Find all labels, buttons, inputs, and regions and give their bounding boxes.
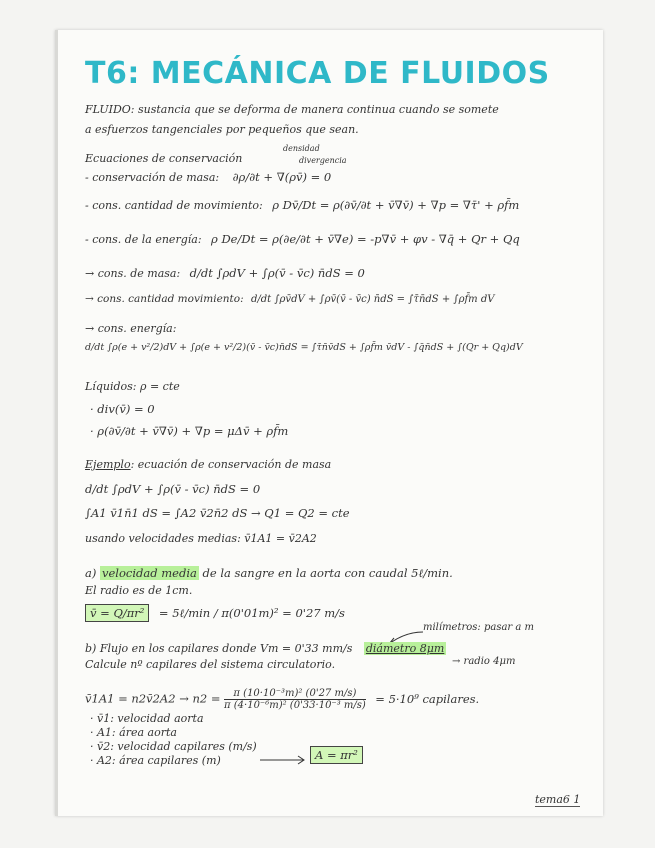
definition-line-2: a esfuerzos tangenciales por pequeños que sean. [85, 123, 359, 136]
part-a-calc [85, 606, 345, 620]
integral-mass-label: → cons. de masa: [85, 267, 181, 280]
liquids-eq-1: · div(v̄) = 0 [90, 402, 155, 416]
area-formula-box: A = πr² [310, 746, 363, 764]
part-b-equation-left: v̄1A1 = n2v̄2A2 → n2 = [85, 691, 221, 706]
part-a-label: a) [85, 566, 97, 580]
part-b-text: Flujo en los capilares donde Vm = 0'33 mm/s [99, 642, 353, 655]
liquids-eq-2: · ρ(∂v̄/∂t + v̄∇v̄) + ∇p = μΔv̄ + ρf̄m [90, 424, 289, 438]
energy-label: - cons. de la energía: [85, 233, 202, 246]
radius-note: → radio 4μm [452, 656, 516, 667]
momentum-line [85, 198, 519, 212]
mass-equation: ∂ρ/∂t + ∇(ρv̄) = 0 [232, 170, 332, 184]
annotation-density: densidad [283, 144, 320, 153]
part-a-text: de la sangre en la aorta con caudal 5ℓ/min. [202, 566, 453, 580]
integral-energy-equation: d/dt ∫ρ(e + v²/2)dV + ∫ρ(e + v²/2)(v̄ - v̄c)n̄dS = ∫τ̄n̄v̄dS + ∫ρf̄m v̄dV - ∫q̄n̄dS + ∫(Qr + Qq)dV [85, 342, 523, 353]
example-heading-rest: : ecuación de conservación de masa [130, 458, 332, 471]
integral-mass-line [85, 266, 365, 280]
diameter-note: diámetro 8μm [365, 642, 445, 655]
part-b-label: b) [85, 642, 97, 655]
mass-label: - conservación de masa: [85, 171, 220, 184]
legend-arrow-icon [258, 755, 308, 765]
part-a-highlight: velocidad media [102, 566, 197, 580]
velocity-formula-box: v̄ = Q/πr² [85, 604, 149, 622]
conservation-heading: Ecuaciones de conservación [85, 152, 243, 165]
fraction-denominator: π (4·10⁻⁶m)² (0'33·10⁻³ m/s) [224, 700, 366, 711]
integral-momentum-line [85, 293, 494, 305]
integral-momentum-equation: d/dt ∫ρv̄dV + ∫ρv̄(v̄ - v̄c) n̄dS = ∫τ̄n̄dS + ∫ρf̄m dV [250, 294, 495, 305]
page-title: T6: MECÁNICA DE FLUIDOS [85, 56, 550, 91]
page-edge [55, 30, 58, 816]
annotation-millimeters: milímetros: pasar a m [423, 622, 535, 633]
capillaries-fraction [224, 688, 366, 711]
momentum-equation: ρ Dv̄/Dt = ρ(∂v̄/∂t + v̄∇v̄) + ∇p = ∇τ̄' + ρf̄m [272, 198, 520, 212]
momentum-label: - cons. cantidad de movimiento: [85, 199, 263, 212]
fraction-numerator: π (10·10⁻³m)² (0'27 m/s) [224, 688, 366, 700]
integral-mass-equation: d/dt ∫ρdV + ∫ρ(v̄ - v̄c) n̄dS = 0 [189, 266, 365, 280]
example-heading [85, 458, 331, 471]
example-eq-3: usando velocidades medias: v̄1A1 = v̄2A2 [85, 532, 317, 545]
part-a-result: = 5ℓ/min / π(0'01m)² = 0'27 m/s [158, 606, 345, 620]
energy-equation: ρ De/Dt = ρ(∂e/∂t + v̄∇e) = -p∇v̄ + φv - ∇q̄ + Qr + Qq [211, 232, 520, 246]
integral-energy-label: → cons. energía: [85, 322, 177, 335]
legend-a1: · A1: área aorta [90, 726, 177, 739]
part-b-result: = 5·10⁹ capilares. [375, 691, 480, 706]
integral-momentum-label: → cons. cantidad movimiento: [85, 293, 244, 305]
legend-v2: · v̄2: velocidad capilares (m/s) [90, 740, 257, 753]
definition-line-1: FLUIDO: sustancia que se deforma de manera continua cuando se somete [85, 103, 499, 116]
part-b-equation [85, 688, 479, 711]
part-a-line-1 [85, 566, 453, 580]
part-a-line-2: El radio es de 1cm. [85, 584, 193, 597]
part-b-line-1 [85, 642, 446, 655]
legend-a2: · A2: área capilares (m) [90, 754, 221, 767]
example-eq-2: ∫A1 v̄1n̄1 dS = ∫A2 v̄2n̄2 dS → Q1 = Q2 = cte [85, 506, 350, 520]
liquids-heading: Líquidos: ρ = cte [85, 380, 180, 393]
legend-v1: · v̄1: velocidad aorta [90, 712, 204, 725]
area-formula [310, 748, 363, 762]
example-eq-1: d/dt ∫ρdV + ∫ρ(v̄ - v̄c) n̄dS = 0 [85, 482, 261, 496]
annotation-divergence: divergencia [299, 156, 347, 165]
energy-line [85, 232, 520, 246]
part-b-line-2: Calcule nº capilares del sistema circulatorio. [85, 658, 336, 671]
example-word: Ejemplo [85, 458, 131, 471]
page-footer: tema6 1 [535, 793, 581, 806]
mass-conservation-line [85, 170, 331, 184]
